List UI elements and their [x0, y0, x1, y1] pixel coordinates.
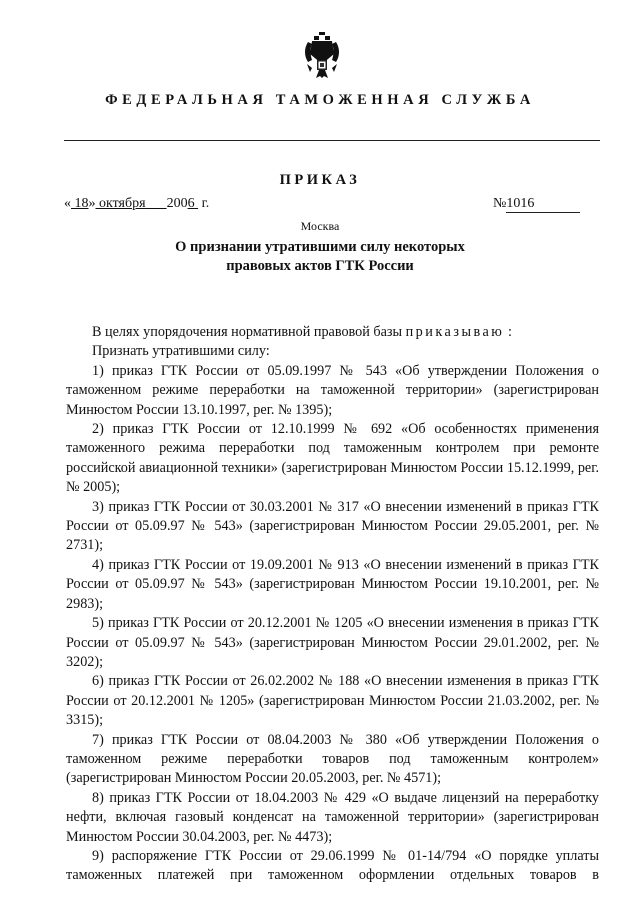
date-month: октября	[99, 196, 146, 211]
agency-name: ФЕДЕРАЛЬНАЯ ТАМОЖЕННАЯ СЛУЖБА	[105, 92, 535, 108]
date-day: 18	[74, 196, 89, 211]
russian-coat-of-arms-icon	[302, 30, 342, 80]
preamble: В целях упорядочения нормативной правовой базы приказываю :	[92, 324, 512, 340]
date-year-mark: г.	[201, 196, 210, 211]
document-body	[66, 323, 599, 886]
date-close-quote: »	[88, 196, 96, 211]
list-item: 2) приказ ГТК России от 12.10.1999 № 692 «Об особенностях применения таможенного режима переработки под таможенным контролем при ремонте российской авиационной техники» (зарегистрирован Минюстом России 15.12.1999, рег. № 2005);	[66, 421, 599, 496]
document-subject	[0, 238, 640, 276]
subject-line-1: О признании утратившими силу некоторых	[175, 239, 465, 255]
order-word: приказываю	[405, 324, 505, 340]
document-date	[64, 196, 209, 212]
intro: Признать утратившими силу:	[92, 343, 270, 360]
list-item: 1) приказ ГТК России от 05.09.1997 № 543 «Об утверждении Положения о таможенном режиме переработки на таможенной территории» (зарегистрирован Минюстом России 13.10.1997, рег. № 1395);	[66, 362, 600, 418]
date-open-quote: «	[64, 196, 71, 211]
number-sign: №	[493, 196, 507, 211]
list-item: 5) приказ ГТК России от 20.12.2001 № 1205 «О внесении изменения в приказ ГТК России от 05.09.97 № 543» (зарегистрирован Минюстом России 29.01.2002, рег. № 3202);	[66, 615, 600, 670]
list-item: 6) приказ ГТК России от 26.02.2002 № 188 «О внесении изменения в приказ ГТК России от 20.12.2001 № 1205» (зарегистрирован Минюстом России 21.03.2002, рег. № 3315);	[66, 673, 599, 729]
subject-line-2: правовых актов ГТК России	[226, 258, 414, 274]
document-type: ПРИКАЗ	[279, 172, 361, 188]
list-item: 3) приказ ГТК России от 30.03.2001 № 317 «О внесении изменений в приказ ГТК России от 05.09.97 № 543» (зарегистрирован Минюстом России 29.05.2001, рег. № 2731);	[66, 498, 600, 554]
document-number	[493, 196, 580, 213]
number-value: 1016	[506, 196, 580, 213]
list-item: 4) приказ ГТК России от 19.09.2001 № 913 «О внесении изменений в приказ ГТК России от 05.09.97 № 543» (зарегистрирован Минюстом России 19.10.2001, рег. № 2983);	[66, 556, 600, 612]
document-city: Москва	[300, 219, 340, 233]
list-item: 9) распоряжение ГТК России от 29.06.1999 № 01-14/794 «О порядке уплаты таможенных платежей при таможенном оформлении отдельных товаров в	[66, 847, 600, 884]
list-item: 7) приказ ГТК России от 08.04.2003 № 380 «Об утверждении Положения о таможенном режиме переработки товаров под таможенным контролем» (зарегистрирован Минюстом России 20.05.2003, рег. № 4571);	[66, 731, 600, 787]
header-divider	[64, 140, 600, 141]
date-year-prefix: 200	[166, 196, 188, 211]
date-year-suffix: 6	[187, 196, 195, 211]
list-item: 8) приказ ГТК России от 18.04.2003 № 429 «О выдаче лицензий на переработку нефти, включая газовый конденсат на таможенной территории» (зарегистрирован Минюстом России 30.04.2003, рег. № 4473);	[66, 789, 599, 845]
